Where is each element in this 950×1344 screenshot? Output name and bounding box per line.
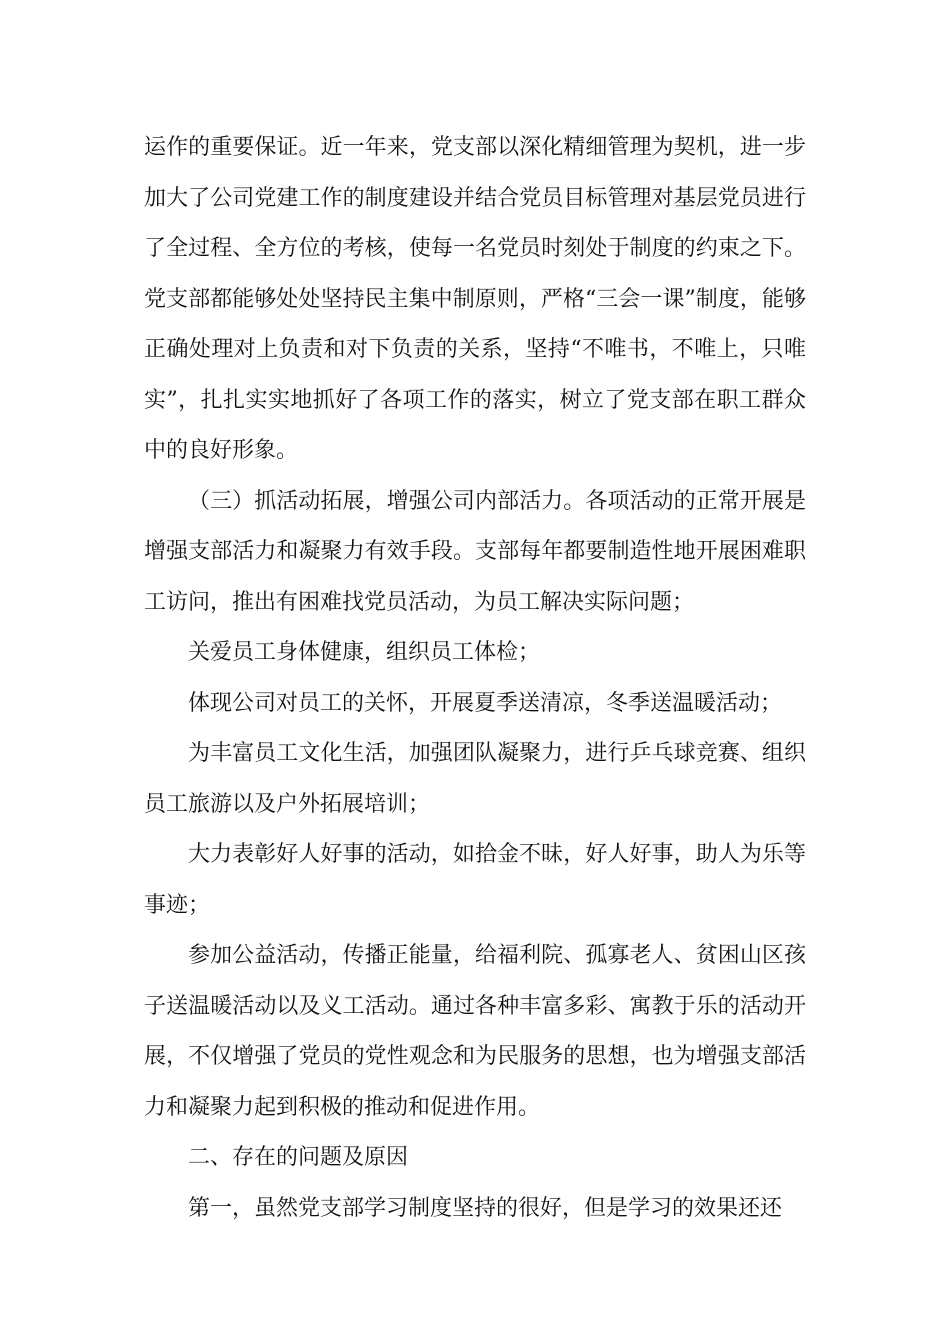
paragraph-employee-health: 关爱员工身体健康，组织员工体检； — [188, 640, 541, 665]
paragraph-first-problem: 第一，虽然党支部学习制度坚持的很好，但是学习的效果还还 — [188, 1195, 783, 1221]
paragraph-cultural-life: 为丰富员工文化生活，加强团队凝聚力，进行乒乓球竞赛、组织员工旅游以及户外拓展培训； — [144, 741, 806, 817]
paragraph-good-deeds: 大力表彰好人好事的活动，如拾金不昧，好人好事，助人为乐等事迹； — [144, 842, 806, 918]
paragraph-party-branch-management: 运作的重要保证。近一年来，党支部以深化精细管理为契机，进一步加大了公司党建工作的制度建设并结合党员目标管理对基层党员进行了全过程、全方位的考核，使每一名党员时刻处于制度的约束之下。党支部都能够处处坚持民主集中制原则，严格“三会一课”制度，能够正确处理对上负责和对下负责的关系，坚持“不唯书，不唯上，只唯实”，扎扎实实地抓好了各项工作的落实，树立了党支部在职工群众中的良好形象。 — [144, 135, 806, 463]
document-body — [144, 123, 806, 1234]
paragraph-public-welfare: 参加公益活动，传播正能量，给福利院、孤寡老人、贫困山区孩子送温暖活动以及义工活动。通过各种丰富多彩、寓教于乐的活动开展，不仅增强了党员的党性观念和为民服务的思想，也为增强支部活力和凝聚力起到积极的推动和促进作用。 — [144, 943, 806, 1120]
section-heading-problems: 二、存在的问题及原因 — [188, 1145, 409, 1170]
paragraph-activities-expansion: （三）抓活动拓展，增强公司内部活力。各项活动的正常开展是增强支部活力和凝聚力有效手段。支部每年都要制造性地开展困难职工访问，推出有困难找党员活动，为员工解决实际问题； — [144, 488, 806, 615]
paragraph-employee-care: 体现公司对员工的关怀，开展夏季送清凉，冬季送温暖活动； — [188, 690, 783, 716]
